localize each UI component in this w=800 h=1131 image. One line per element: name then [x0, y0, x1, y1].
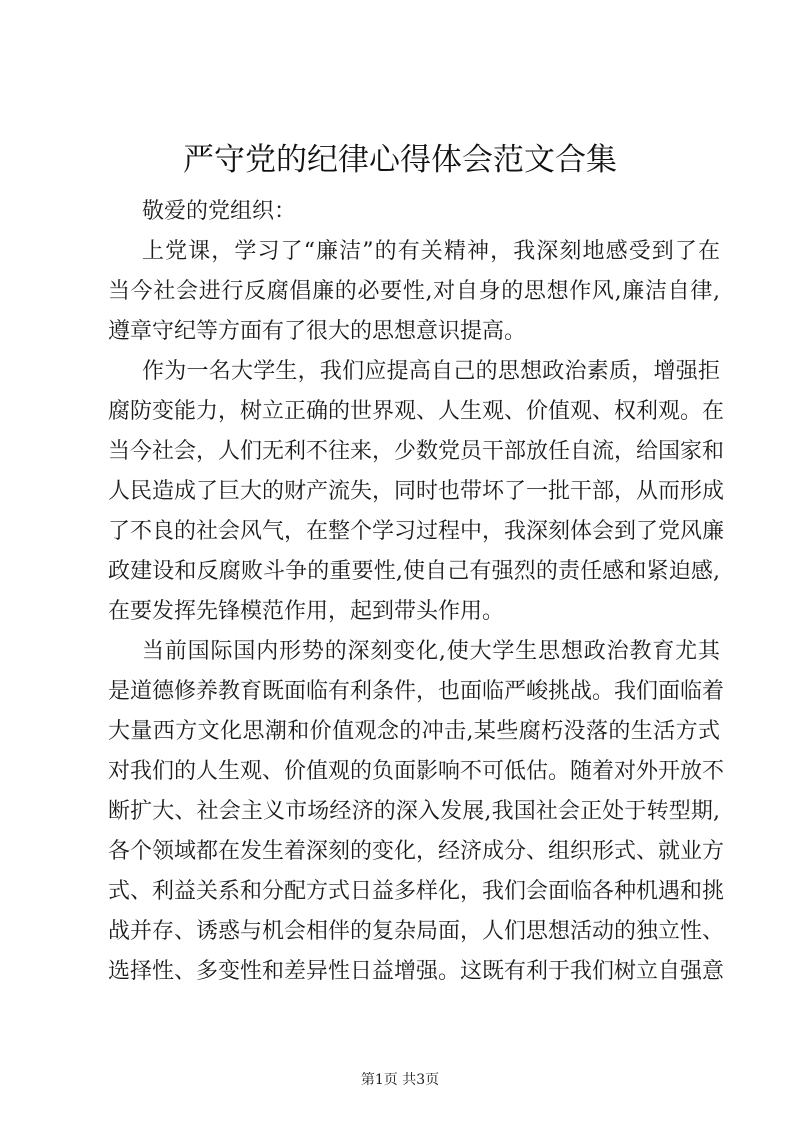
text-line: 政建设和反腐败斗争的重要性,使自己有强烈的责任感和紧迫感,	[108, 559, 720, 584]
document-body	[108, 192, 725, 992]
text-line: 选择性、多变性和差异性日益增强。这既有利于我们树立自强意	[108, 959, 725, 984]
text-line: 是道德修养教育既面临有利条件，也面临严峻挑战。我们面临着	[108, 679, 725, 704]
text-line: 战并存、诱惑与机会相伴的复杂局面，人们思想活动的独立性、	[108, 919, 725, 944]
text-line: 当今社会进行反腐倡廉的必要性,对自身的思想作风,廉洁自律,	[108, 279, 720, 304]
text-line: 对我们的人生观、价值观的负面影响不可低估。随着对外开放不	[108, 759, 725, 784]
text-line: 作为一名大学生，我们应提高自己的思想政治素质，增强拒	[142, 359, 720, 384]
text-line: 腐防变能力，树立正确的世界观、人生观、价值观、权利观。在	[108, 399, 725, 424]
document-title: 严守党的纪律心得体会范文合集	[183, 142, 617, 178]
text-line: 各个领域都在发生着深刻的变化，经济成分、组织形式、就业方	[108, 839, 725, 864]
page-number: 第1页 共3页	[360, 1072, 440, 1088]
text-line: 当今社会，人们无利不往来，少数党员干部放任自流，给国家和	[108, 439, 725, 464]
text-line: 遵章守纪等方面有了很大的思想意识提高。	[108, 319, 527, 344]
text-line: 当前国际国内形势的深刻变化,使大学生思想政治教育尤其	[142, 639, 720, 664]
text-line: 大量西方文化思潮和价值观念的冲击,某些腐朽没落的生活方式	[108, 719, 720, 744]
text-line: 断扩大、社会主义市场经济的深入发展,我国社会正处于转型期,	[108, 799, 720, 824]
text-line: 在要发挥先锋模范作用，起到带头作用。	[108, 599, 505, 624]
text-line: 敬爱的党组织：	[142, 199, 297, 224]
text-line: 上党课，学习了“廉洁”的有关精神，我深刻地感受到了在	[142, 239, 720, 264]
text-line: 人民造成了巨大的财产流失，同时也带坏了一批干部，从而形成	[108, 479, 725, 504]
text-line: 了不良的社会风气，在整个学习过程中，我深刻体会到了党风廉	[108, 519, 725, 544]
text-line: 式、利益关系和分配方式日益多样化，我们会面临各种机遇和挑	[108, 879, 725, 904]
